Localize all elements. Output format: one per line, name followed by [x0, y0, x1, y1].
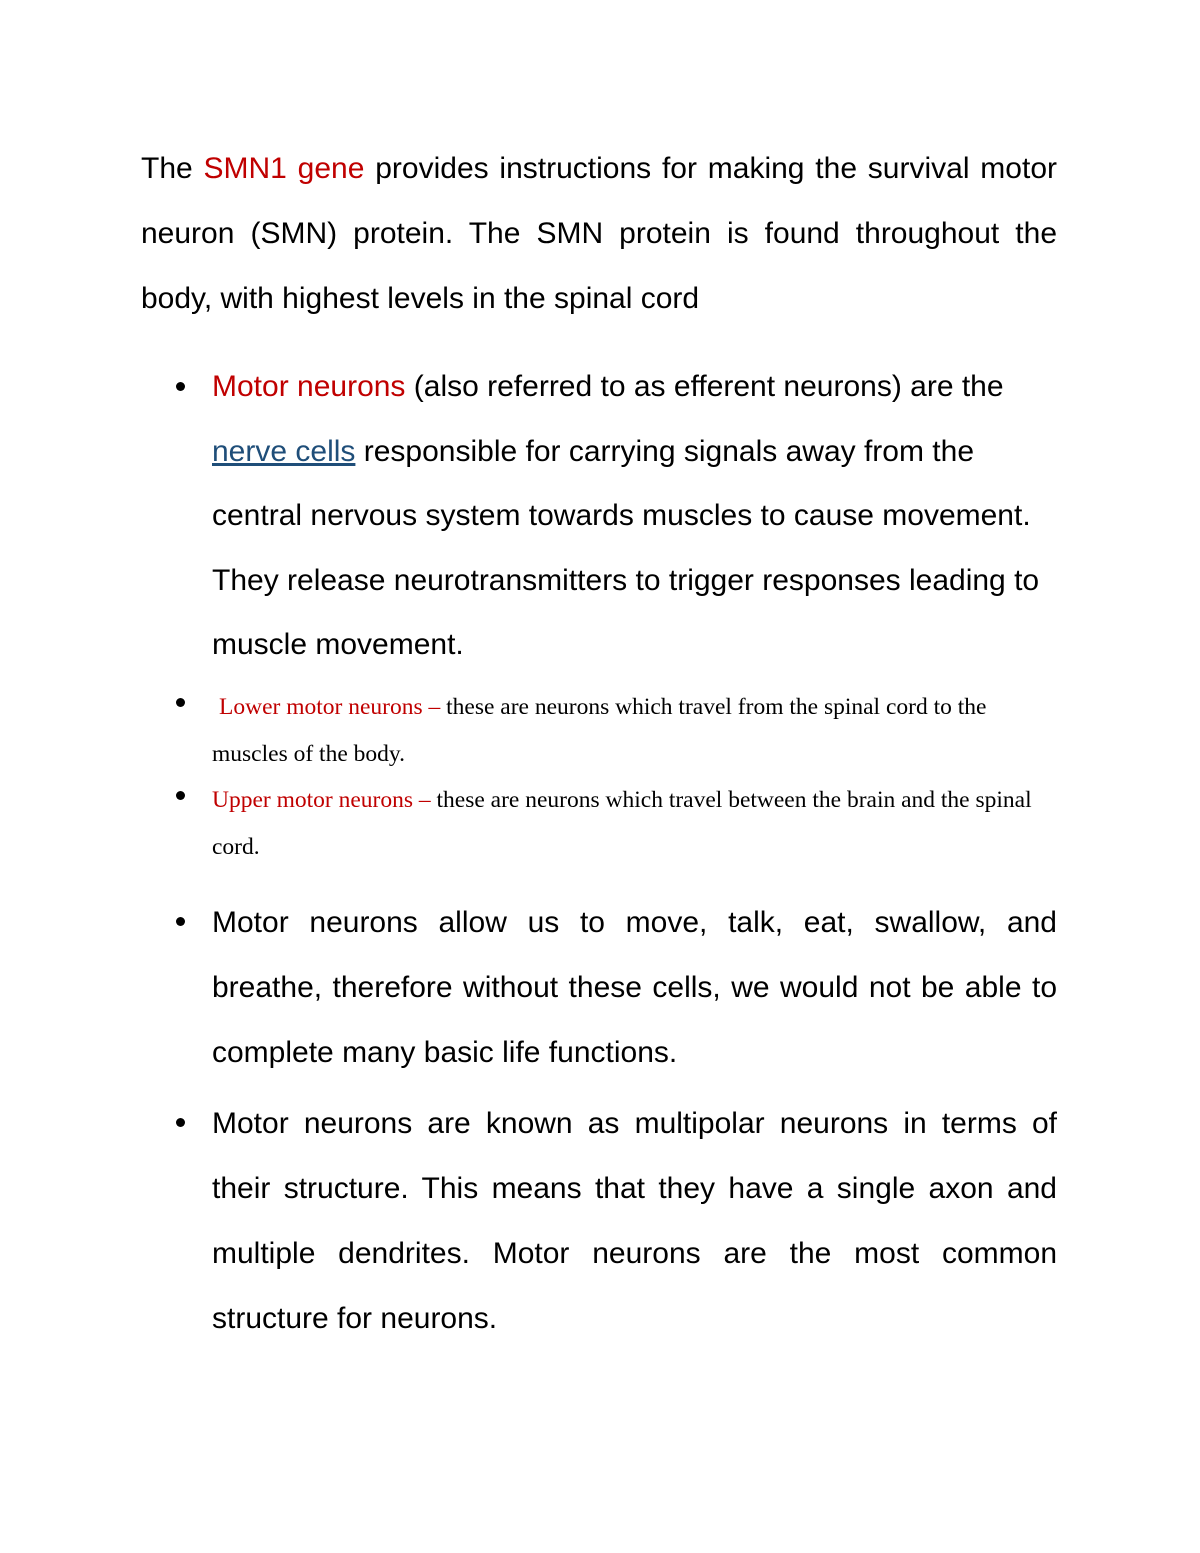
- nerve-cells-link[interactable]: nerve cells: [212, 434, 356, 468]
- structure-text: Motor neurons are known as multipolar neurons in terms of their structure. This means that they have a single axon and multiple dendrites. Motor neurons are the most common structure for neurons.: [212, 1107, 1057, 1335]
- text-before-link: (also referred to as efferent neurons) are the: [405, 370, 1004, 403]
- term-lower-motor-neurons: Lower motor neurons –: [219, 694, 441, 720]
- bullet-text: [212, 777, 1042, 870]
- intro-the: The: [141, 152, 193, 185]
- bullet-dot: [176, 917, 185, 926]
- intro-paragraph: [141, 136, 1057, 331]
- bullet-dot: [176, 698, 185, 707]
- bullet-dot: [176, 791, 185, 800]
- lower-motor-neurons-text: these are neurons which travel from the spinal cord to the muscles of the body.: [212, 694, 987, 767]
- upper-motor-neurons-text: these are neurons which travel between the brain and the spinal cord.: [212, 787, 1032, 860]
- gene-name: SMN1 gene: [203, 152, 365, 185]
- term-upper-motor-neurons: Upper motor neurons –: [212, 787, 431, 813]
- intro-text: provides instructions for making the survival motor neuron (SMN) protein. The SMN protein is found throughout the body, with highest levels in the spinal cord: [141, 152, 1057, 315]
- bullet-dot: [176, 382, 185, 391]
- functions-text: Motor neurons allow us to move, talk, eat, swallow, and breathe, therefore without these cells, we would not be able to complete many basic life functions.: [212, 906, 1057, 1069]
- bullet-text: [212, 355, 1042, 678]
- bullet-dot: [176, 1118, 185, 1127]
- text-after-link: responsible for carrying signals away from the central nervous system towards muscles to cause movement. They release neurotransmitters to trigger responses leading to muscle movement.: [212, 434, 1040, 661]
- term-motor-neurons: Motor neurons: [212, 370, 406, 403]
- bullet-text: [212, 684, 1042, 777]
